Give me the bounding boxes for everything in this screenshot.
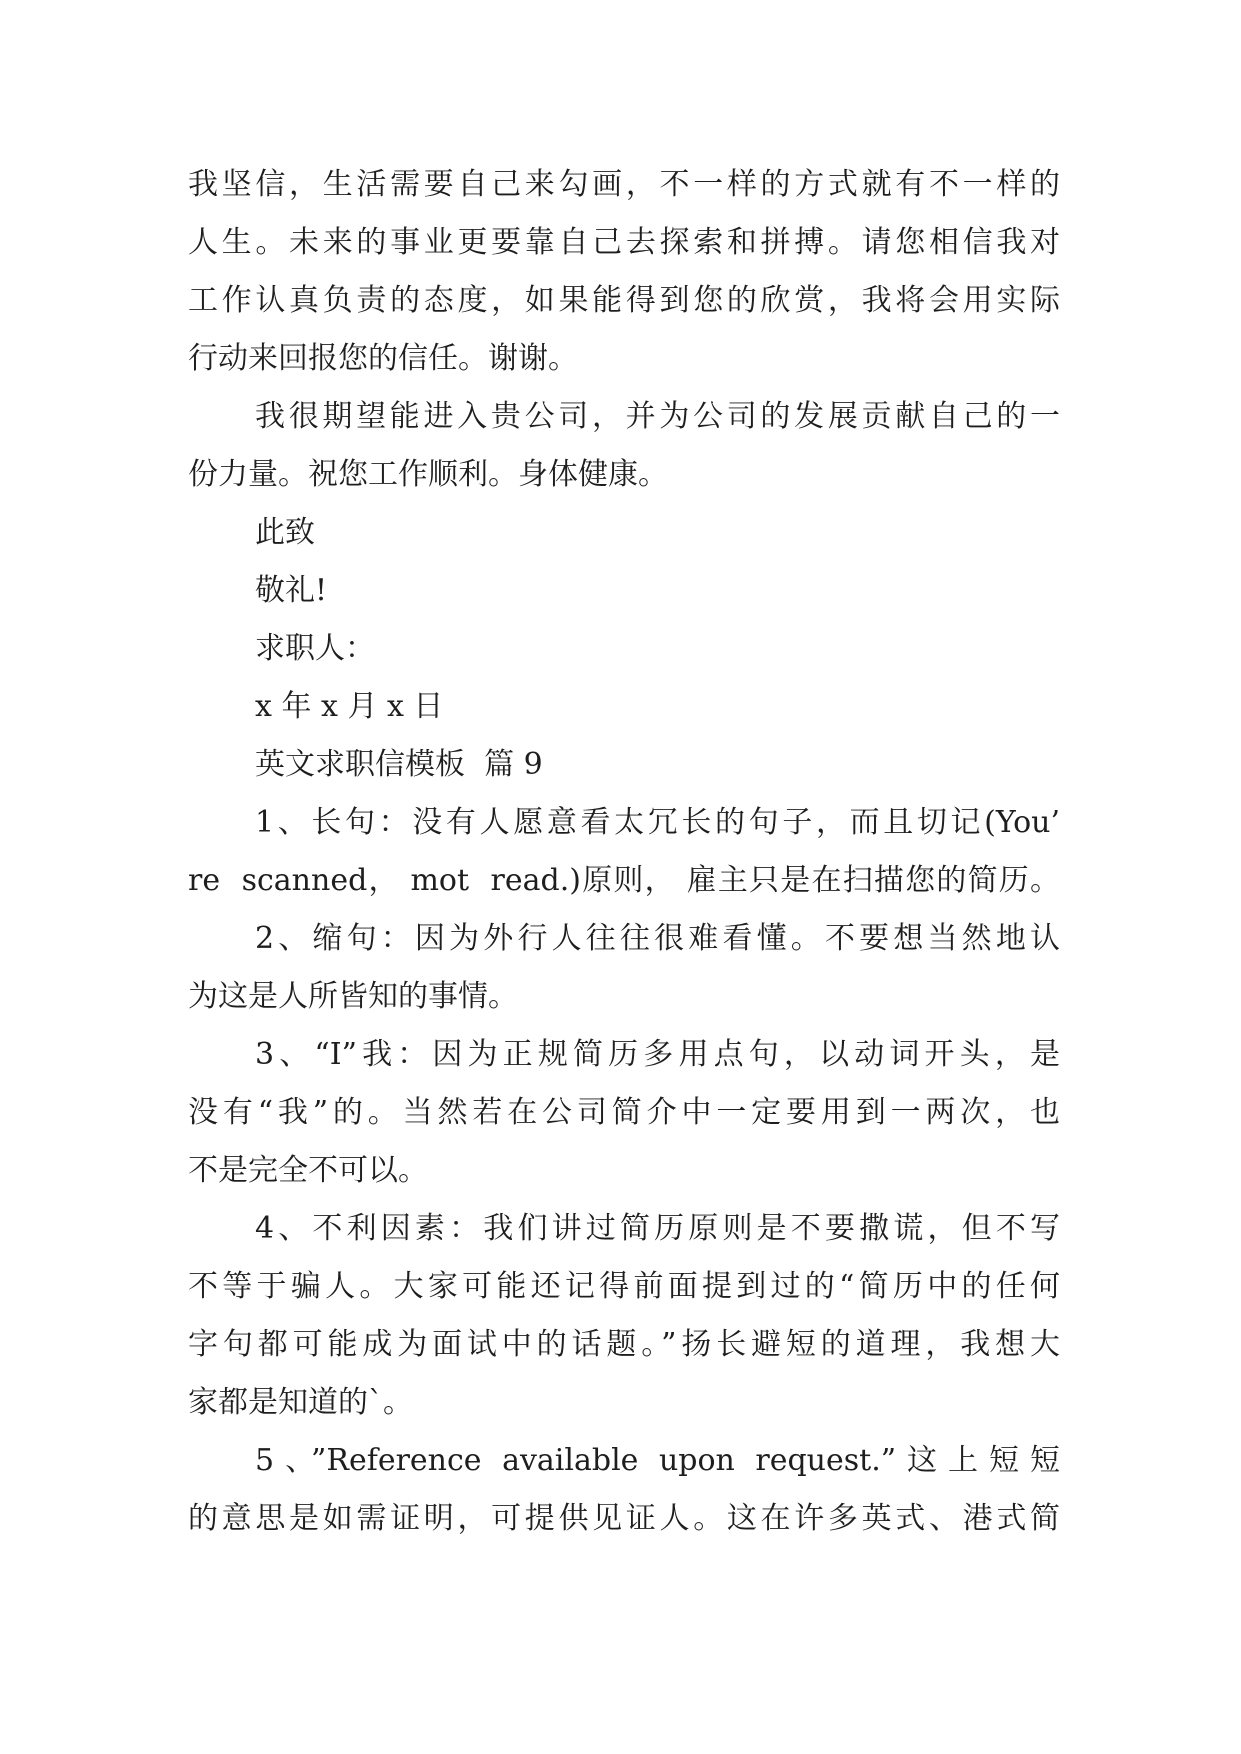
closing-line: 敬礼! — [255, 573, 328, 608]
list-item-line: 1、长句：没有人愿意看太冗长的句子，而且切记(You’ — [255, 805, 1060, 840]
list-item-line: 为这是人所皆知的事情。 — [188, 979, 518, 1014]
signature-line: 求职人： — [255, 631, 375, 666]
date-line: x 年 x 月 x 日 — [255, 689, 444, 724]
list-item-line: 5、”Reference available upon request.”这上短短 — [255, 1443, 1060, 1478]
list-item-line: 不等于骗人。大家可能还记得前面提到过的“简历中的任何 — [188, 1269, 1060, 1304]
list-item-line: 不是完全不可以。 — [188, 1153, 428, 1188]
list-item-line: re scanned， mot read.)原则， 雇主只是在扫描您的简历。 — [188, 863, 1060, 898]
paragraph-line: 工作认真负责的态度，如果能得到您的欣赏，我将会用实际 — [188, 283, 1060, 318]
paragraph-line: 我坚信，生活需要自己来勾画，不一样的方式就有不一样的 — [188, 167, 1060, 202]
paragraph-line: 行动来回报您的信任。谢谢。 — [188, 341, 578, 376]
paragraph-line: 人生。未来的事业更要靠自己去探索和拼搏。请您相信我对 — [188, 225, 1060, 260]
paragraph-line: 我很期望能进入贵公司，并为公司的发展贡献自己的一 — [255, 399, 1060, 434]
paragraph-line: 份力量。祝您工作顺利。身体健康。 — [188, 457, 668, 492]
body-text — [188, 156, 1060, 1548]
list-item-line: 2、缩句：因为外行人往往很难看懂。不要想当然地认 — [255, 921, 1060, 956]
list-item-line: 家都是知道的`。 — [188, 1385, 413, 1420]
closing-line: 此致 — [255, 515, 315, 550]
section-heading: 英文求职信模板 篇 9 — [255, 747, 543, 782]
list-item-line: 4、不利因素：我们讲过简历原则是不要撒谎，但不写 — [255, 1211, 1060, 1246]
list-item-line: 的意思是如需证明，可提供见证人。这在许多英式、港式简 — [188, 1501, 1060, 1536]
list-item-line: 3、“I”我：因为正规简历多用点句，以动词开头，是 — [255, 1037, 1060, 1072]
list-item-line: 字句都可能成为面试中的话题。”扬长避短的道理，我想大 — [188, 1327, 1060, 1362]
list-item-line: 没有“我”的。当然若在公司简介中一定要用到一两次，也 — [188, 1095, 1060, 1130]
